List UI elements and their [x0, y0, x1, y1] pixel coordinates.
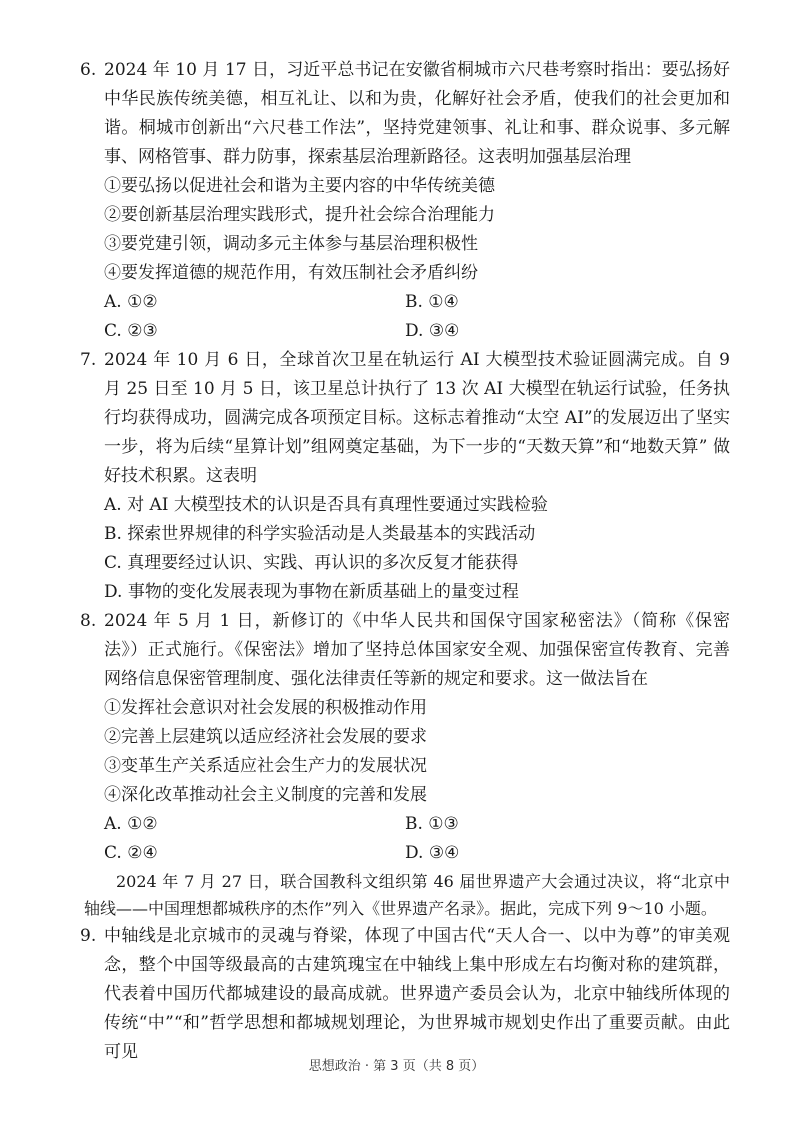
answer-options — [80, 491, 730, 607]
statement-item: ③要党建引领，调动多元主体参与基层治理积极性 — [104, 234, 478, 254]
question-number: 6. — [80, 60, 97, 80]
statement-item: ②完善上层建筑以适应经济社会发展的要求 — [104, 727, 427, 747]
option-a: A. 对 AI 大模型技术的认识是否具有真理性要通过实践检验 — [104, 495, 548, 515]
statement-item: ①要弘扬以促进社会和谐为主要内容的中华传统美德 — [104, 176, 495, 196]
option-a: A. ①② — [104, 814, 158, 834]
statement-item: ①发挥社会意识对社会发展的积极推动作用 — [104, 698, 427, 718]
option-c: C. 真理要经过认识、实践、再认识的多次反复才能获得 — [104, 553, 519, 573]
answer-options — [80, 288, 730, 346]
statement-item: ④深化改革推动社会主义制度的完善和发展 — [104, 785, 427, 805]
page-content — [80, 56, 730, 1067]
option-d: D. ③④ — [405, 321, 460, 341]
question-7 — [80, 346, 730, 607]
material-intro: 2024 年 7 月 27 日，联合国教科文组织第 46 届世界遗产大会通过决议，将“北京中轴线——中国理想都城秩序的杰作”列入《世界遗产名录》。据此，完成下列 9～10 小题。 — [84, 872, 730, 918]
question-number: 9. — [80, 926, 97, 946]
option-b: B. ①③ — [405, 814, 459, 834]
option-a: A. ①② — [104, 292, 158, 312]
question-text: 2024 年 10 月 6 日，全球首次卫星在轨运行 AI 大模型技术验证圆满完成。自 9 月 25 日至 10 月 5 日，该卫星总计执行了 13 次 AI 大模型在轨运行试验，任务执行均获得成功，圆满完成各项预定目标。这标志着推动“太空 AI”的发展迈出了坚实一步，将为后续“星算计划”组网奠定基础，为下一步的“天数天算”和“地数天算” 做好技术积累。这表明 — [104, 350, 730, 486]
option-c: C. ②③ — [104, 321, 158, 341]
statement-item: ②要创新基层治理实践形式，提升社会综合治理能力 — [104, 205, 495, 225]
question-8 — [80, 607, 730, 868]
question-stem — [80, 346, 730, 491]
page-footer: 思想政治 · 第 3 页（共 8 页） — [308, 1059, 485, 1074]
question-text: 2024 年 5 月 1 日，新修订的《中华人民共和国保守国家秘密法》（简称《保密法》）正式施行。《保密法》增加了坚持总体国家安全观、加强保密宣传教育、完善网络信息保密管理制度、强化法律责任等新的规定和要求。这一做法旨在 — [104, 611, 730, 689]
option-b: B. 探索世界规律的科学实验活动是人类最基本的实践活动 — [104, 524, 536, 544]
question-9 — [80, 922, 730, 1067]
option-c: C. ②④ — [104, 843, 158, 863]
option-d: D. ③④ — [405, 843, 460, 863]
option-b: B. ①④ — [405, 292, 459, 312]
option-d: D. 事物的变化发展表现为事物在新质基础上的量变过程 — [104, 582, 519, 602]
question-text: 中轴线是北京城市的灵魂与脊梁，体现了中国古代“天人合一、以中为尊”的审美观念，整个中国等级最高的古建筑瑰宝在中轴线上集中形成左右均衡对称的建筑群，代表着中国历代都城建设的最高成就。世界遗产委员会认为，北京中轴线所体现的传统“中”“和”哲学思想和都城规划理论，为世界城市规划史作出了重要贡献。由此可见 — [104, 926, 730, 1062]
question-stem — [80, 607, 730, 694]
answer-options — [80, 810, 730, 868]
question-number: 8. — [80, 611, 97, 631]
question-6 — [80, 56, 730, 346]
question-text: 2024 年 10 月 17 日，习近平总书记在安徽省桐城市六尺巷考察时指出：要弘扬好中华民族传统美德，相互礼让、以和为贵，化解好社会矛盾，使我们的社会更加和谐。桐城市创新出“六尺巷工作法”，坚持党建领事、礼让和事、群众说事、多元解事、网格管事、群力防事，探索基层治理新路径。这表明加强基层治理 — [104, 60, 730, 167]
statement-item: ③变革生产关系适应社会生产力的发展状况 — [104, 756, 427, 776]
question-number: 7. — [80, 350, 97, 370]
statement-item: ④要发挥道德的规范作用，有效压制社会矛盾纠纷 — [104, 263, 478, 283]
question-stem — [80, 922, 730, 1067]
question-stem — [80, 56, 730, 172]
